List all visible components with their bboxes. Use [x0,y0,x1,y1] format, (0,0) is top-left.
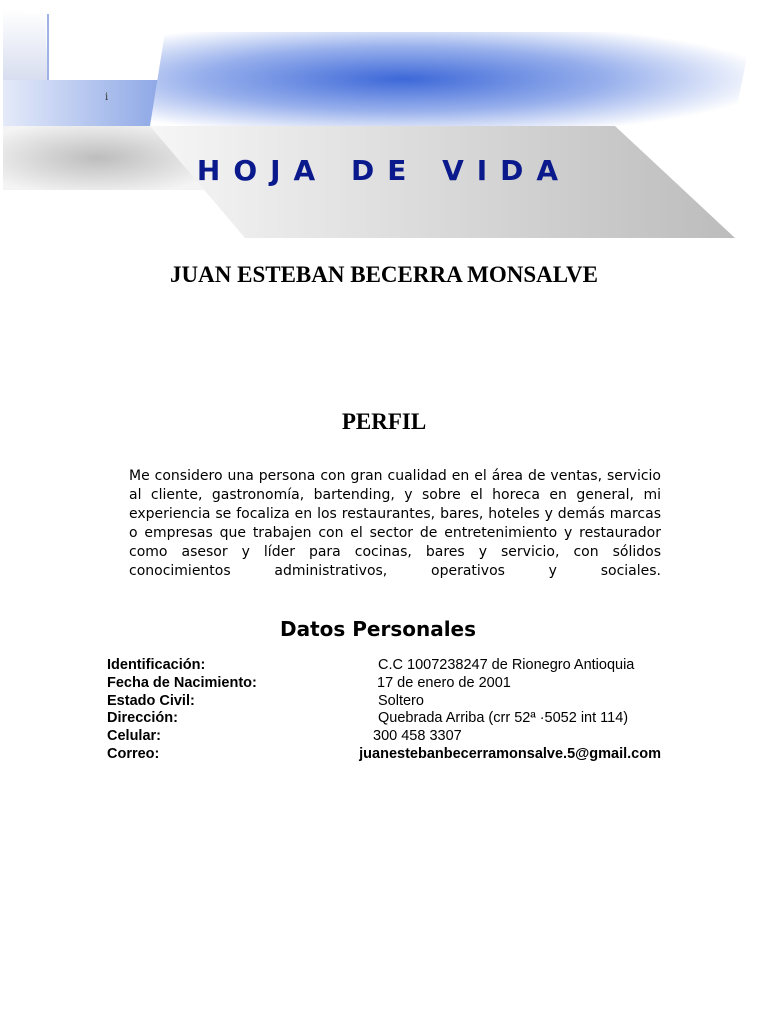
datos-personales-heading: Datos Personales [279,617,477,641]
detail-value: 300 458 3307 [373,728,462,745]
detail-value: 17 de enero de 2001 [377,674,511,691]
header-marker: i [105,92,109,103]
detail-value: Soltero [378,692,424,709]
document-title: HOJA DE VIDA [196,154,572,187]
person-name: JUAN ESTEBAN BECERRA MONSALVE [170,262,598,287]
detail-row-correo [107,746,667,764]
detail-label: Dirección: [107,710,178,727]
detail-label: Celular: [107,728,161,745]
header-banner [0,0,768,250]
perfil-heading: PERFIL [341,409,427,434]
detail-row-direccion [107,710,667,728]
detail-label: Identificación: [107,657,206,673]
detail-value: Quebrada Arriba (crr 52ª ·5052 int 114) [378,710,629,727]
detail-row-fecha-nacimiento [107,675,667,693]
detail-row-celular [107,728,667,746]
profile-paragraph: Me considero una persona con gran cualidad en el área de ventas, servicio al cliente, gastronomía, bartending, y sobre el horeca en general, mi experiencia se focaliza en los restaurantes, bares, hoteles y demás marcas o empresas que trabajen con el sector de entretenimiento y restaurador como asesor y líder para cocinas, bares y servicio, con sólidos conocimientos administrativos, operativos y sociales. [129,468,661,579]
email-address[interactable]: juanestebanbecerramonsalve.5@gmail.com [359,745,661,762]
personal-details [107,657,667,764]
detail-value: C.C 1007238247 de Rionegro Antioquia [378,657,635,673]
detail-label: Estado Civil: [107,692,195,709]
detail-label: Fecha de Nacimiento: [107,674,257,691]
detail-row-estado-civil [107,693,667,711]
detail-row-identificacion [107,657,667,675]
detail-label: Correo: [107,745,160,762]
